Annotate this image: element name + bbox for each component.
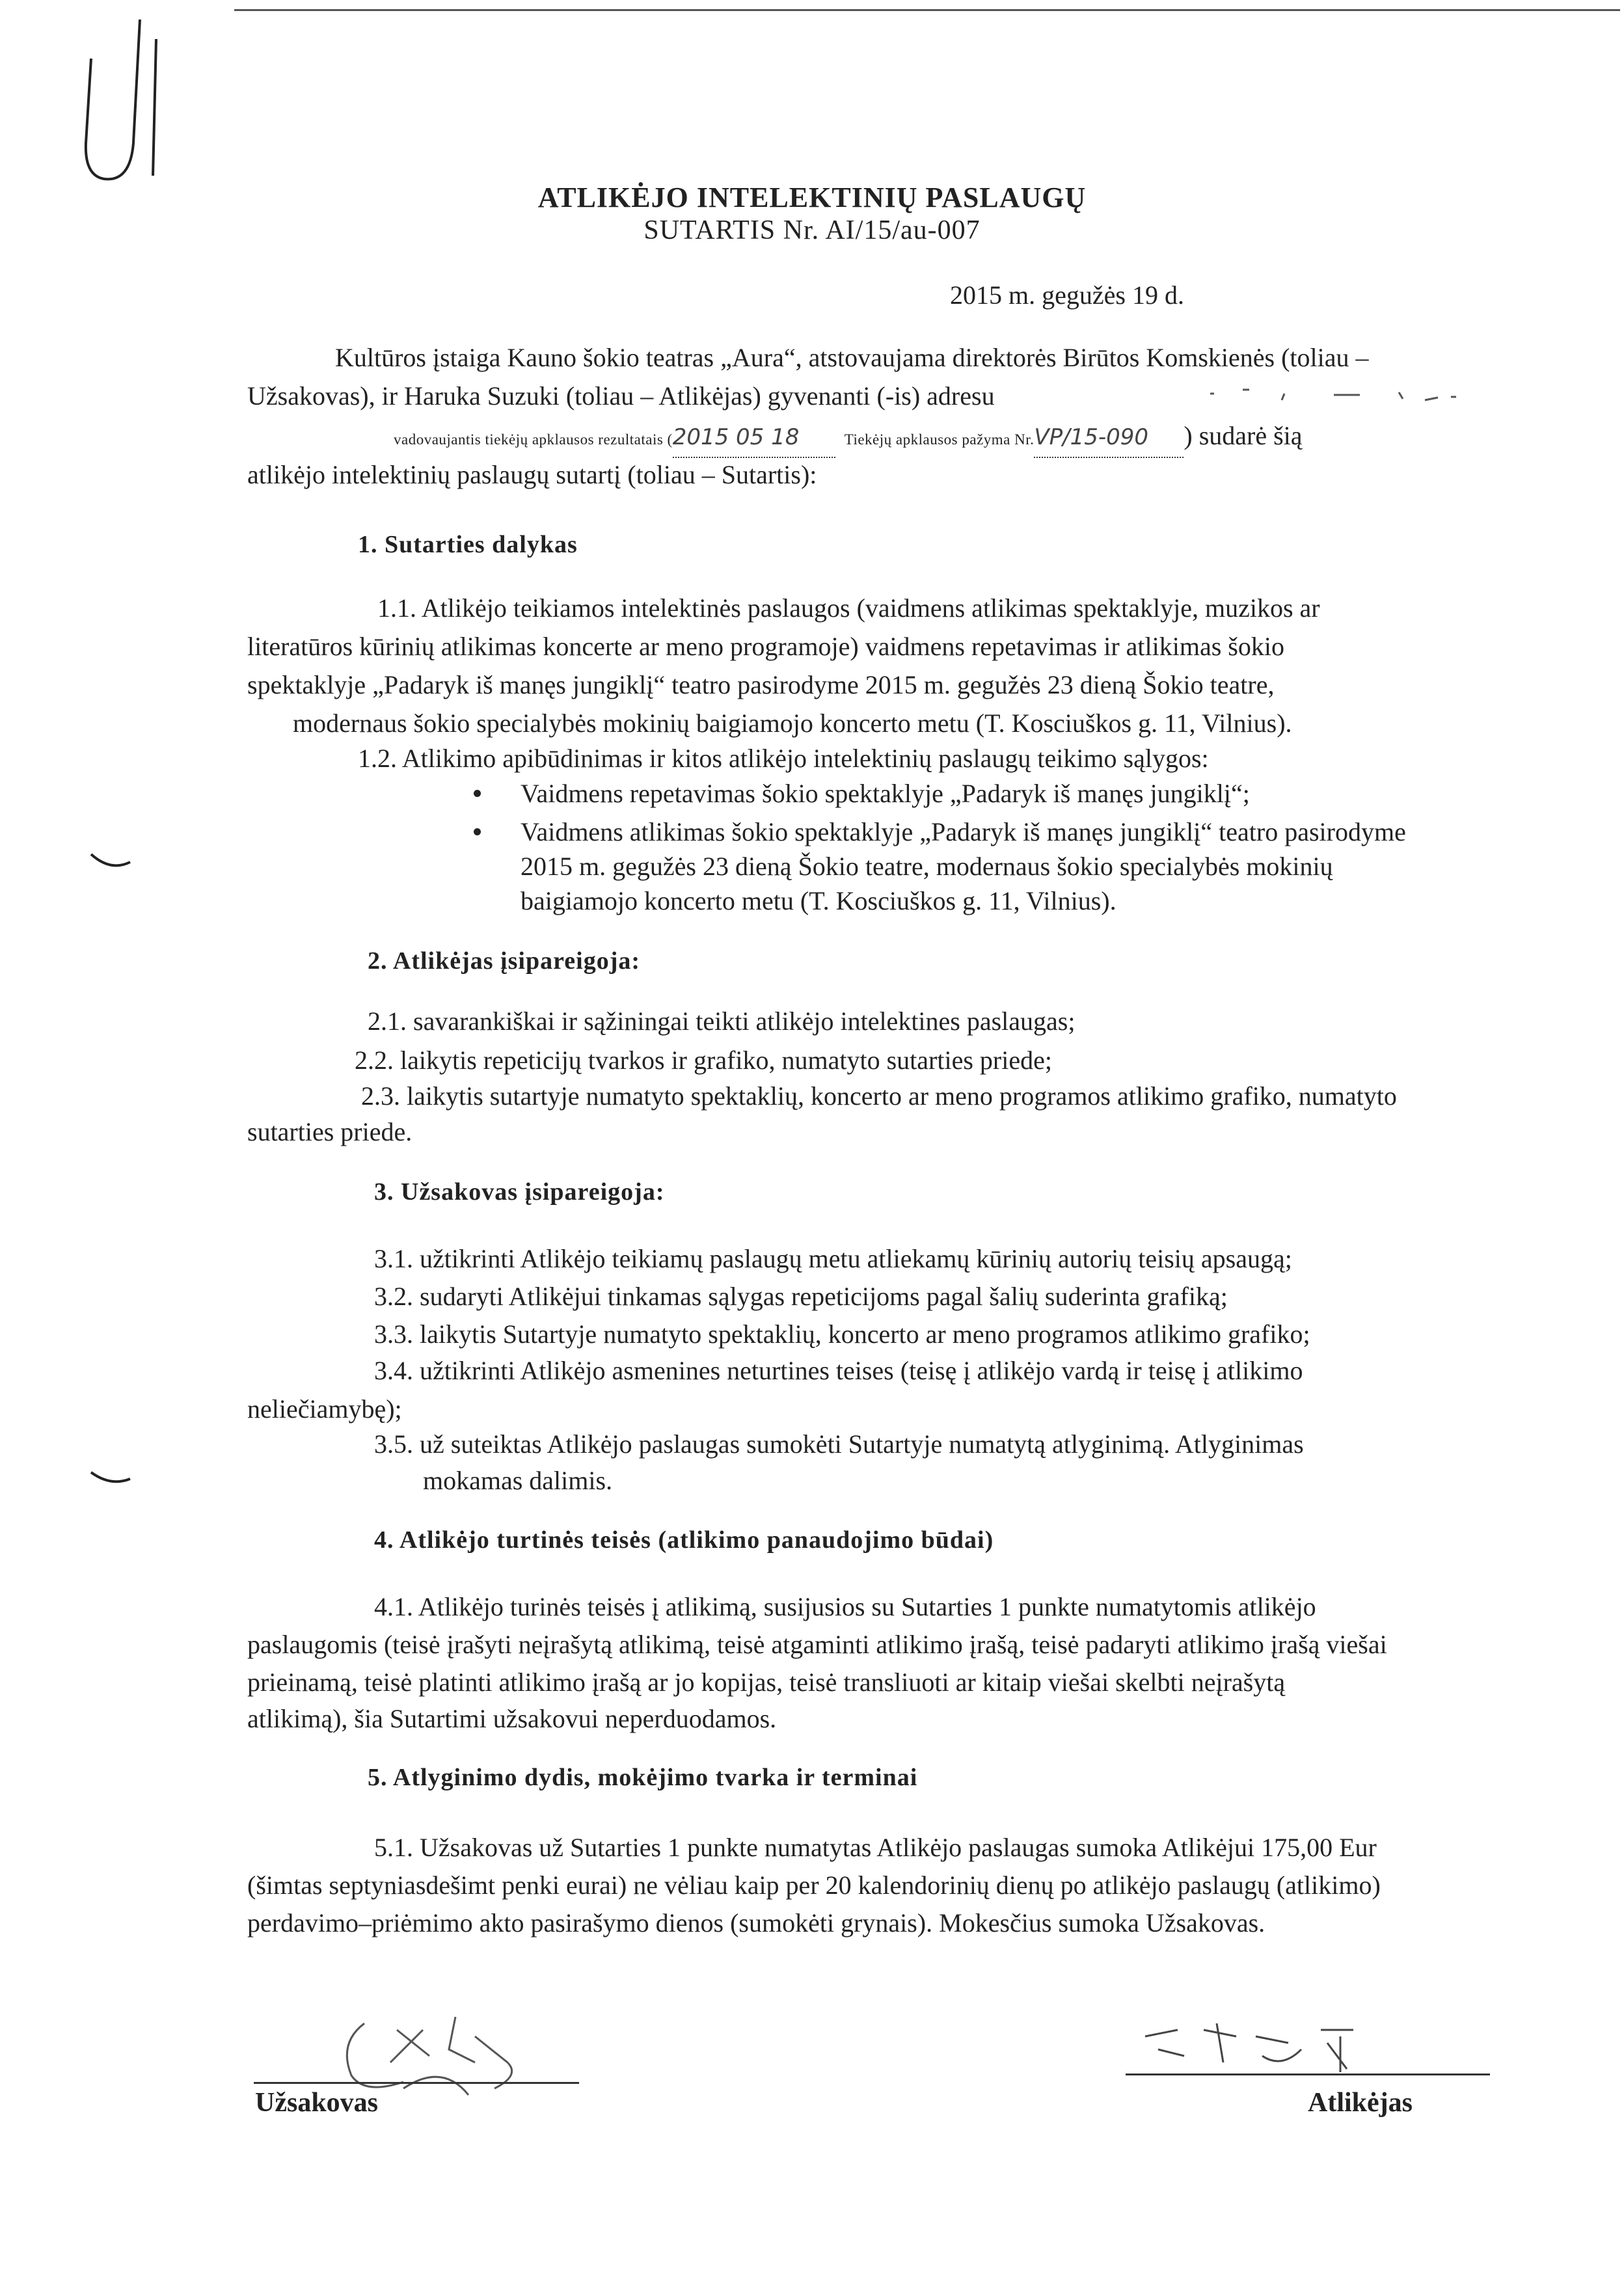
intro-line-3-end: ) sudarė šią: [1184, 421, 1303, 450]
procurement-label: vadovaujantis tiekėjų apklausos rezultatais (: [394, 431, 673, 448]
clause-1-2: 1.2. Atlikimo apibūdinimas ir kitos atlikėjo intelektinių paslaugų teikimo sąlygos:: [358, 744, 1209, 773]
document-date: 2015 m. gegužės 19 d.: [950, 280, 1184, 310]
clause-3-2: 3.2. sudaryti Atlikėjui tinkamas sąlygas repeticijoms pagal šalių suderinta grafiką;: [374, 1282, 1228, 1311]
bullet-2-line-2: 2015 m. gegužės 23 dieną Šokio teatre, modernaus šokio specialybės mokinių: [521, 852, 1333, 881]
procurement-certificate-number-handwritten: VP/15-090: [1034, 418, 1184, 458]
bullet-2-line-1: Vaidmens atlikimas šokio spektaklyje „Padaryk iš manęs jungiklį“ teatro pasirodyme: [521, 817, 1406, 846]
document-number: SUTARTIS Nr. AI/15/au-007: [643, 215, 981, 245]
clause-3-5-line-2: mokamas dalimis.: [423, 1466, 613, 1495]
clause-4-1-line-2: paslaugomis (teisė įrašyti neįrašytą atlikimą, teisė atgaminti atlikimo įrašą, teisė padaryti atlikimo įrašą viešai: [247, 1630, 1387, 1659]
clause-1-1-line-1: 1.1. Atlikėjo teikiamos intelektinės paslaugos (vaidmens atlikimas spektaklyje, muzikos ar: [377, 593, 1320, 623]
punch-hole-mark-lower: [88, 1467, 133, 1493]
bullet-2-line-3: baigiamojo koncerto metu (T. Kosciuškos g. 11, Vilnius).: [521, 886, 1116, 915]
clause-5-1-line-1: 5.1. Užsakovas už Sutarties 1 punkte numatytas Atlikėjo paslaugas sumoka Atlikėjui 175,00 Eur: [374, 1833, 1377, 1862]
binder-clip-mark: [78, 13, 189, 195]
clause-5-1-line-2: (šimtas septyniasdešimt penki eurai) ne vėliau kaip per 20 kalendorinių dienų po atlikėjo paslaugų (atlikimo): [247, 1871, 1381, 1900]
procurement-certificate-label: Tiekėjų apklausos pažyma Nr.: [844, 431, 1035, 448]
document-title: ATLIKĖJO INTELEKTINIŲ PASLAUGŲ: [537, 182, 1087, 213]
performer-signature: [1132, 2010, 1379, 2082]
bullet-marker: [474, 828, 481, 835]
intro-line-1: Kultūros įstaiga Kauno šokio teatras „Aura“, atstovaujama direktorės Birūtos Komskienės (toliau –: [335, 343, 1369, 372]
clause-2-2: 2.2. laikytis repeticijų tvarkos ir grafiko, numatyto sutarties priede;: [355, 1046, 1052, 1075]
performer-signature-line: [1126, 2073, 1490, 2075]
clause-3-3: 3.3. laikytis Sutartyje numatyto spektaklių, koncerto ar meno programos atlikimo grafiko;: [374, 1319, 1310, 1349]
clause-2-3-line-2: sutarties priede.: [247, 1117, 413, 1146]
scan-top-border: [234, 9, 1620, 11]
section-2-heading: 2. Atlikėjas įsipareigoja:: [368, 947, 641, 975]
clause-4-1-line-4: atlikimą), šia Sutartimi užsakovui neperduodamos.: [247, 1704, 777, 1733]
clause-2-3-line-1: 2.3. laikytis sutartyje numatyto spektaklių, koncerto ar meno programos atlikimo grafiko, numatyto: [361, 1081, 1397, 1111]
clause-1-1-line-3: spektaklyje „Padaryk iš manęs jungiklį“ teatro pasirodyme 2015 m. gegužės 23 dieną Šokio teatre,: [247, 670, 1275, 699]
client-signature-line: [254, 2082, 579, 2084]
bullet-1: Vaidmens repetavimas šokio spektaklyje „Padaryk iš manęs jungiklį“;: [521, 779, 1250, 808]
redacted-address-scribble: [1204, 381, 1464, 413]
clause-3-1: 3.1. užtikrinti Atlikėjo teikiamų paslaugų metu atliekamų kūrinių autorių teisių apsaugą;: [374, 1244, 1292, 1273]
clause-4-1-line-1: 4.1. Atlikėjo turinės teisės į atlikimą, susijusios su Sutarties 1 punkte numatytomis atlikėjo: [374, 1592, 1316, 1621]
clause-1-1-line-4: modernaus šokio specialybės mokinių baigiamojo koncerto metu (T. Kosciuškos g. 11, Vilnius).: [293, 709, 1292, 738]
section-3-heading: 3. Užsakovas įsipareigoja:: [374, 1178, 665, 1206]
section-4-heading: 4. Atlikėjo turtinės teisės (atlikimo panaudojimo būdai): [374, 1526, 994, 1554]
section-1-heading: 1. Sutarties dalykas: [358, 531, 578, 558]
clause-1-1-line-2: literatūros kūrinių atlikimas koncerte ar meno programoje) vaidmens repetavimas ir atlikimas šokio: [247, 632, 1284, 661]
clause-2-1: 2.1. savarankiškai ir sąžiningai teikti atlikėjo intelektines paslaugas;: [368, 1006, 1076, 1036]
clause-3-4-line-1: 3.4. užtikrinti Atlikėjo asmenines neturtines teises (teisę į atlikėjo vardą ir teisę į atlikimo: [374, 1356, 1303, 1385]
section-5-heading: 5. Atlyginimo dydis, mokėjimo tvarka ir terminai: [368, 1764, 918, 1791]
clause-3-5-line-1: 3.5. už suteiktas Atlikėjo paslaugas sumokėti Sutartyje numatytą atlyginimą. Atlyginimas: [374, 1429, 1304, 1459]
punch-hole-mark-upper: [88, 849, 133, 875]
bullet-marker: [474, 790, 481, 797]
clause-4-1-line-3: prieinamą, teisė platinti atlikimo įrašą ar jo kopijas, teisė transliuoti ar kitaip viešai skelbti neįrašytą: [247, 1668, 1286, 1697]
client-signature-label: Užsakovas: [255, 2088, 379, 2118]
clause-3-4-line-2: neliečiamybę);: [247, 1394, 402, 1424]
intro-line-4: atlikėjo intelektinių paslaugų sutartį (toliau – Sutartis):: [247, 460, 817, 489]
performer-signature-label: Atlikėjas: [1308, 2088, 1413, 2118]
intro-line-2: Užsakovas), ir Haruka Suzuki (toliau – Atlikėjas) gyvenanti (-is) adresu: [247, 381, 995, 411]
procurement-date-handwritten: 2015 05 18: [673, 418, 835, 458]
clause-5-1-line-3: perdavimo–priėmimo akto pasirašymo dienos (sumokėti grynais). Mokesčius sumoka Užsakovas.: [247, 1908, 1265, 1938]
intro-line-3: [247, 416, 1303, 459]
